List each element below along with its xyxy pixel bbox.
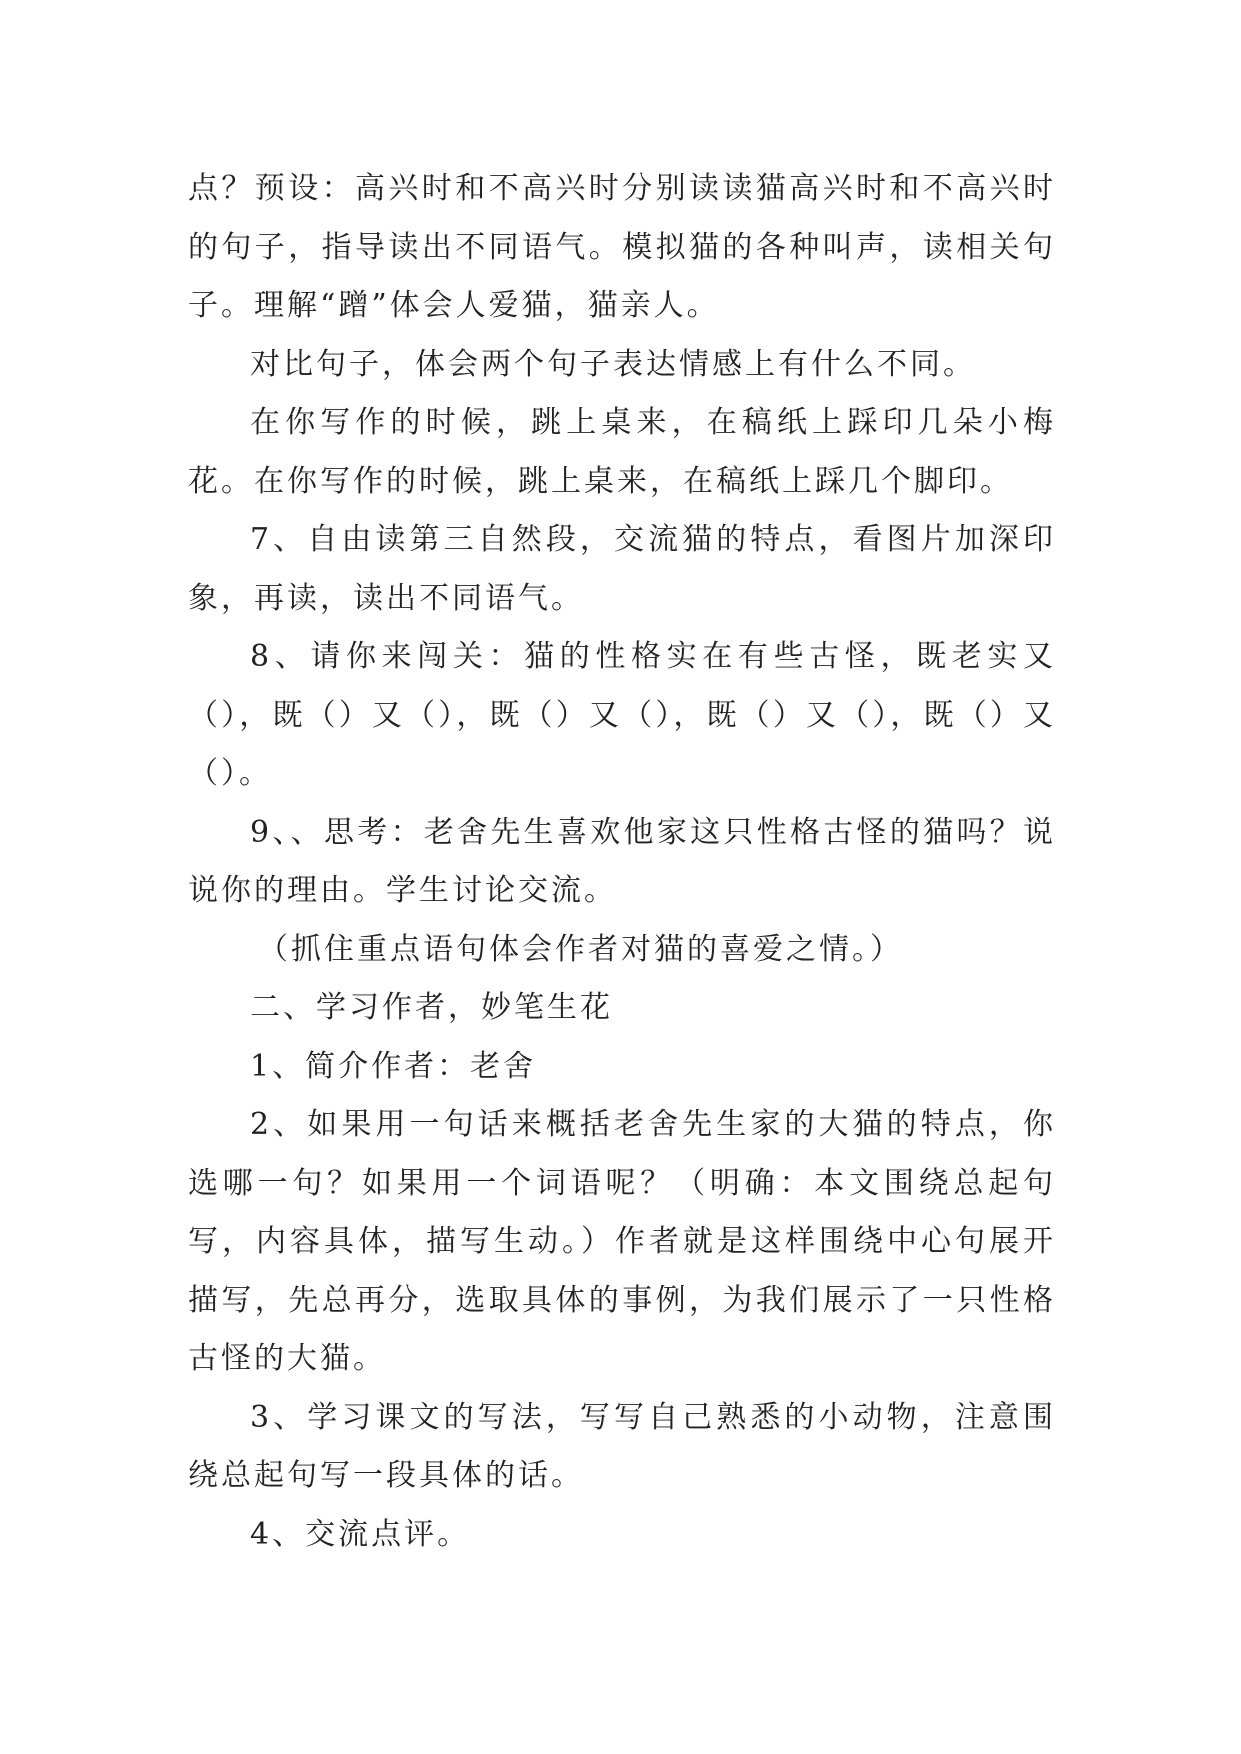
paragraph-example-sentences: 在你写作的时候，跳上桌来，在稿纸上踩印几朵小梅花。在你写作的时候，跳上桌来，在稿纸上踩几个脚印。 (188, 405, 1056, 499)
paragraph-step-8: 8、请你来闯关：猫的性格实在有些古怪，既老实又（），既（）又（），既（）又（），既（）又（），既（）又（）。 (188, 639, 1056, 791)
paragraph-review: 4、交流点评。 (250, 1516, 471, 1552)
paragraph-summary-question: 2、如果用一句话来概括老舍先生家的大猫的特点，你选哪一句？如果用一个词语呢？（明确：本文围绕总起句写，内容具体，描写生动。）作者就是这样围绕中心句展开描写，先总再分，选取具体的事例，为我们展示了一只性格古怪的大猫。 (188, 1107, 1056, 1376)
paragraph-step-9: 9、、思考：老舍先生喜欢他家这只性格古怪的猫吗？说说你的理由。学生讨论交流。 (188, 814, 1056, 908)
paragraph-step-7: 7、自由读第三自然段，交流猫的特点，看图片加深印象，再读，读出不同语气。 (188, 522, 1056, 616)
paragraph-continuation: 点？预设：高兴时和不高兴时分别读读猫高兴时和不高兴时的句子，指导读出不同语气。模拟猫的各种叫声，读相关句子。理解“蹭”体会人爱猫，猫亲人。 (188, 171, 1056, 323)
paragraph-compare-sentences: 对比句子，体会两个句子表达情感上有什么不同。 (250, 346, 976, 382)
section-heading-learn-author: 二、学习作者，妙笔生花 (250, 990, 613, 1025)
paragraph-writing-task: 3、学习课文的写法，写写自己熟悉的小动物，注意围绕总起句写一段具体的话。 (188, 1399, 1056, 1493)
document-body (188, 160, 1056, 1564)
paragraph-author-intro: 1、简介作者：老舍 (250, 1048, 537, 1084)
paragraph-note: （抓住重点语句体会作者对猫的喜爱之情。） (258, 931, 903, 967)
